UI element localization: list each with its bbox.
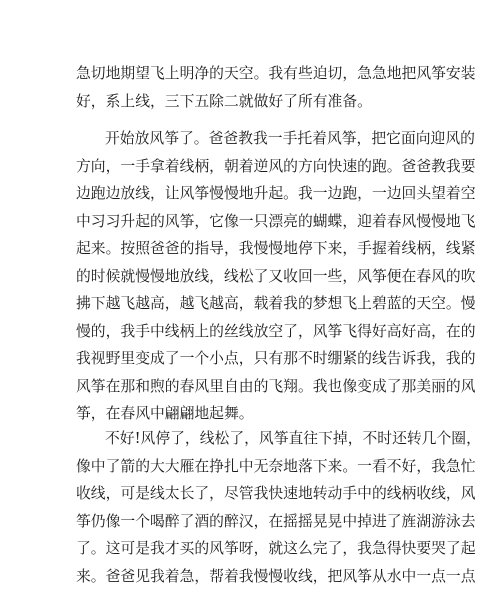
paragraph-3: [76, 425, 421, 590]
paragraph-line: 拂下越飞越高，越飞越高，载着我的梦想飞上碧蓝的天空。慢: [76, 290, 421, 318]
paragraph-line: 了。这可是我才买的风筝呀，就这么完了，我急得快要哭了起: [76, 535, 421, 563]
paragraph-line: 中习习升起的风筝，它像一只漂亮的蝴蝶，迎着春风慢慢地飞: [76, 208, 421, 236]
paragraph-line: 的时候就慢慢地放线，线松了又收回一些，风筝便在春风的吹: [76, 263, 421, 291]
paragraph-2: [76, 125, 421, 428]
paragraph-line: 收线，可是线太长了，尽管我快速地转动手中的线柄收线，风: [76, 480, 421, 508]
paragraph-line: 筝仍像一个喝醉了酒的醉汉，在摇摇晃晃中掉进了旌湖游泳去: [76, 508, 421, 536]
paragraph-line: 来。爸爸见我着急，帮着我慢慢收线，把风筝从水中一点一点: [76, 563, 421, 590]
paragraph-line: 风筝在那和煦的春风里自由的飞翔。我也像变成了那美丽的风: [76, 373, 421, 401]
paragraph-line: 方向，一手拿着线柄，朝着逆风的方向快速的跑。爸爸教我要: [76, 153, 421, 181]
paragraph-line: 筝，在春风中翩翩地起舞。: [76, 400, 421, 428]
paragraph-1: [76, 60, 421, 115]
paragraph-line: 急切地期望飞上明净的天空。我有些迫切，急急地把风筝安装: [76, 60, 421, 88]
paragraph-line: 慢的，我手中线柄上的丝线放空了，风筝飞得好高好高，在的: [76, 318, 421, 346]
paragraph-line: 边跑边放线，让风筝慢慢地升起。我一边跑，一边回头望着空: [76, 180, 421, 208]
paragraph-line: 不好!风停了，线松了，风筝直往下掉，不时还转几个圈，: [76, 425, 421, 453]
paragraph-line: 好，系上线，三下五除二就做好了所有准备。: [76, 88, 421, 116]
paragraph-line: 我视野里变成了一个小点，只有那不时绷紧的线告诉我，我的: [76, 345, 421, 373]
paragraph-line: 像中了箭的大大雁在挣扎中无奈地落下来。一看不好，我急忙: [76, 453, 421, 481]
paragraph-line: 开始放风筝了。爸爸教我一手托着风筝，把它面向迎风的: [76, 125, 421, 153]
paragraph-line: 起来。按照爸爸的指导，我慢慢地停下来，手握着线柄，线紧: [76, 235, 421, 263]
